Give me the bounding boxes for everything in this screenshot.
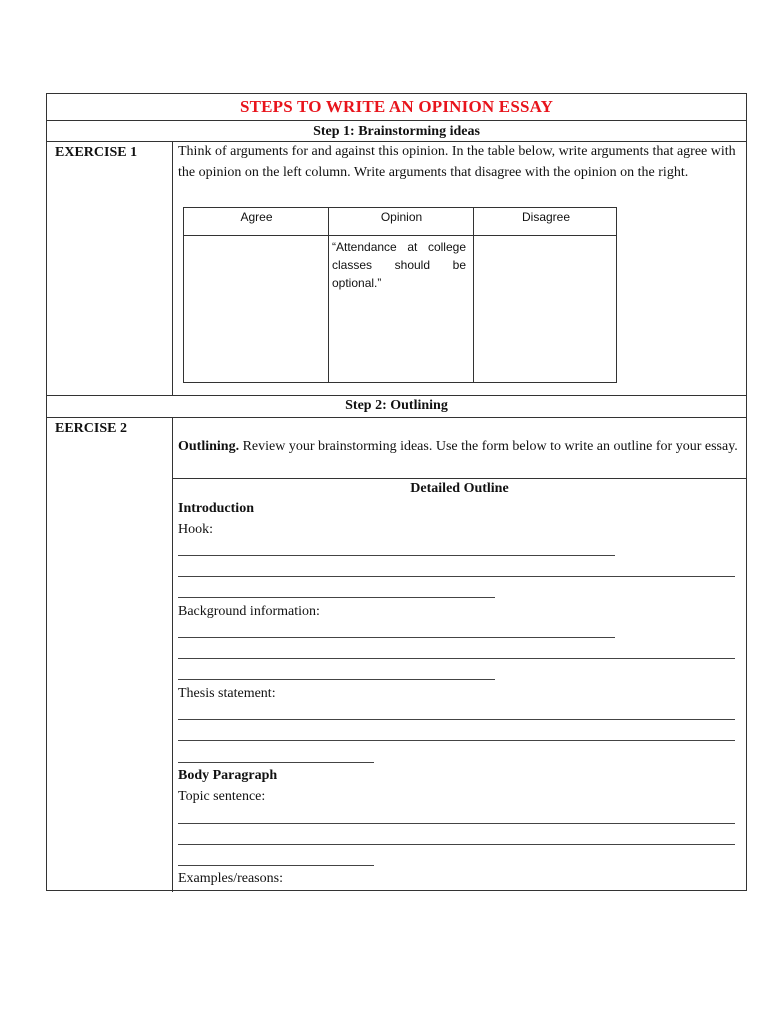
outlining-text: Review your brainstorming ideas. Use the form below to write an outline for your essay.: [239, 439, 738, 454]
introduction-heading: Introduction: [178, 501, 254, 516]
hook-line[interactable]: [178, 597, 495, 598]
topic-sentence-label: Topic sentence:: [178, 789, 266, 804]
worksheet-table: [46, 93, 747, 891]
hook-line[interactable]: [178, 576, 735, 577]
topic-sentence-line[interactable]: [178, 865, 374, 866]
background-line[interactable]: [178, 658, 735, 659]
hook-line[interactable]: [178, 555, 615, 556]
thesis-line[interactable]: [178, 719, 735, 720]
header-agree: Agree: [240, 210, 273, 224]
step1-heading: Step 1: Brainstorming ideas: [313, 124, 480, 139]
outlining-label: Outlining.: [178, 439, 240, 454]
background-label: Background information:: [178, 604, 320, 619]
header-disagree: Disagree: [521, 210, 571, 224]
column-divider: [172, 141, 173, 395]
header-divider: [184, 235, 616, 236]
background-line[interactable]: [178, 637, 615, 638]
topic-sentence-line[interactable]: [178, 844, 735, 845]
exercise2-instructions: [178, 436, 744, 457]
hook-label: Hook:: [178, 522, 213, 537]
exercise2-label: EERCISE 2: [55, 421, 127, 436]
exercise1-label: EXERCISE 1: [55, 145, 138, 160]
thesis-label: Thesis statement:: [178, 686, 276, 701]
thesis-line[interactable]: [178, 740, 735, 741]
opinion-statement: “Attendance at college classes should be optional.”: [332, 240, 466, 290]
topic-sentence-line[interactable]: [178, 823, 735, 824]
page-title: STEPS TO WRITE AN OPINION ESSAY: [239, 97, 554, 116]
divider: [47, 417, 746, 418]
outline-title: Detailed Outline: [410, 481, 509, 496]
background-line[interactable]: [178, 679, 495, 680]
header-opinion: Opinion: [380, 210, 423, 224]
step2-heading: Step 2: Outlining: [345, 398, 448, 413]
body-paragraph-heading: Body Paragraph: [178, 768, 278, 783]
brainstorm-table: [183, 207, 617, 383]
examples-label: Examples/reasons:: [178, 871, 283, 886]
thesis-line[interactable]: [178, 762, 374, 763]
exercise1-instructions: Think of arguments for and against this opinion. In the table below, write arguments that agree with the opinion on the left column. Write arguments that disagree with the opinion on the right.: [178, 144, 736, 180]
